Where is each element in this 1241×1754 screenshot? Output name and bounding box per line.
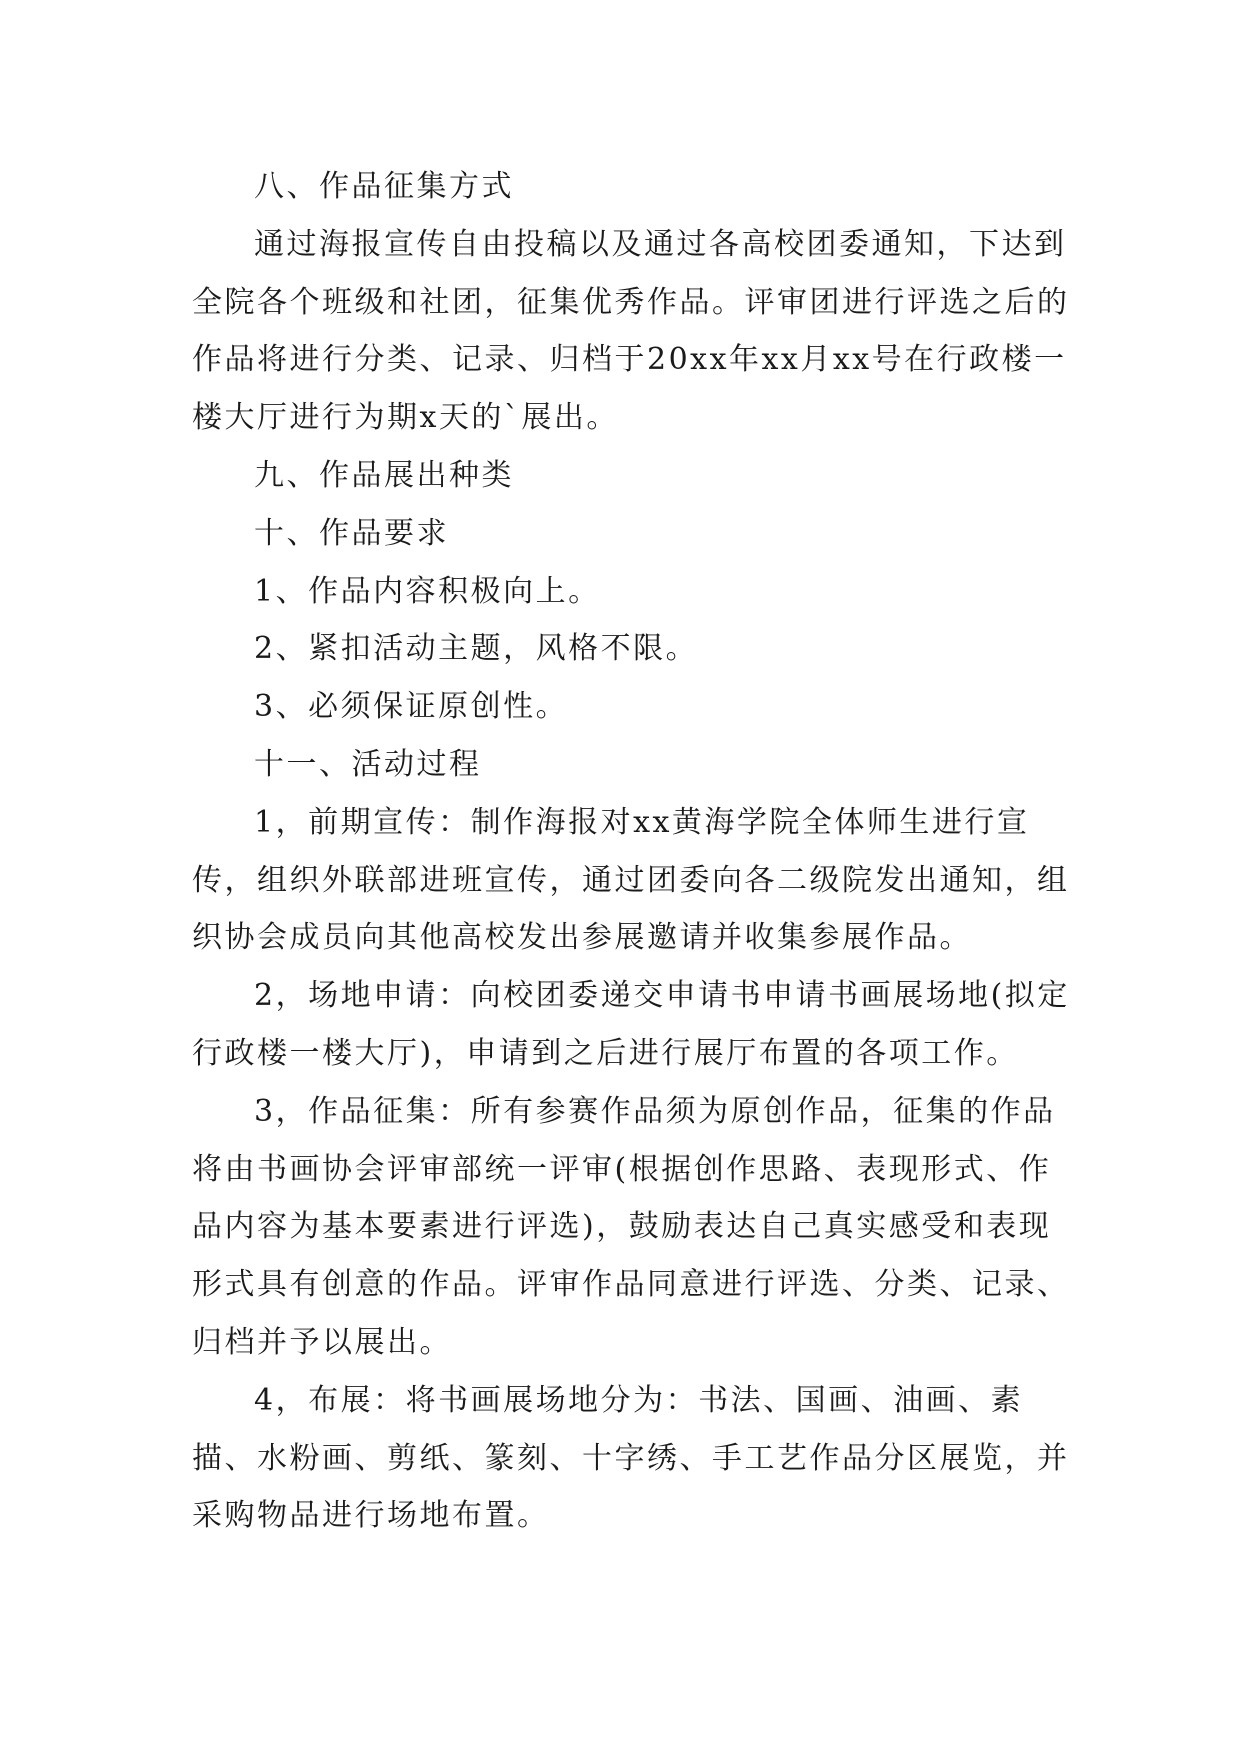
paragraph-collection-method: 通过海报宣传自由投稿以及通过各高校团委通知，下达到全院各个班级和社团，征集优秀作品。评审团进行评选之后的作品将进行分类、记录、归档于20xx年xx月xx号在行政楼一楼大厅进行为期x天的`展出。 bbox=[192, 226, 1070, 436]
section-heading-collection-method: 八、作品征集方式 bbox=[254, 169, 514, 204]
requirement-item-3: 3、必须保证原创性。 bbox=[254, 689, 569, 725]
section-heading-process: 十一、活动过程 bbox=[254, 746, 482, 782]
process-step-2: 2，场地申请：向校团委递交申请书申请书画展场地(拟定行政楼一楼大厅)，申请到之后进行展厅布置的各项工作。 bbox=[192, 978, 1070, 1071]
process-step-4: 4，布展：将书画展场地分为：书法、国画、油画、素描、水粉画、剪纸、篆刻、十字绣、手工艺作品分区展览，并采购物品进行场地布置。 bbox=[192, 1382, 1070, 1534]
process-step-3: 3，作品征集：所有参赛作品须为原创作品，征集的作品将由书画协会评审部统一评审(根据创作思路、表现形式、作品内容为基本要素进行评选)，鼓励表达自己真实感受和表现形式具有创意的作品。评审作品同意进行评选、分类、记录、归档并予以展出。 bbox=[192, 1093, 1070, 1360]
requirement-item-2: 2、紧扣活动主题，风格不限。 bbox=[254, 631, 699, 667]
requirement-item-1: 1、作品内容积极向上。 bbox=[254, 573, 601, 609]
section-heading-requirements: 十、作品要求 bbox=[254, 515, 449, 551]
document-body bbox=[192, 158, 1072, 1545]
process-step-1: 1，前期宣传：制作海报对xx黄海学院全体师生进行宣传，组织外联部进班宣传，通过团委向各二级院发出通知，组织协会成员向其他高校发出参展邀请并收集参展作品。 bbox=[192, 804, 1070, 956]
section-heading-exhibit-types: 九、作品展出种类 bbox=[254, 457, 514, 493]
